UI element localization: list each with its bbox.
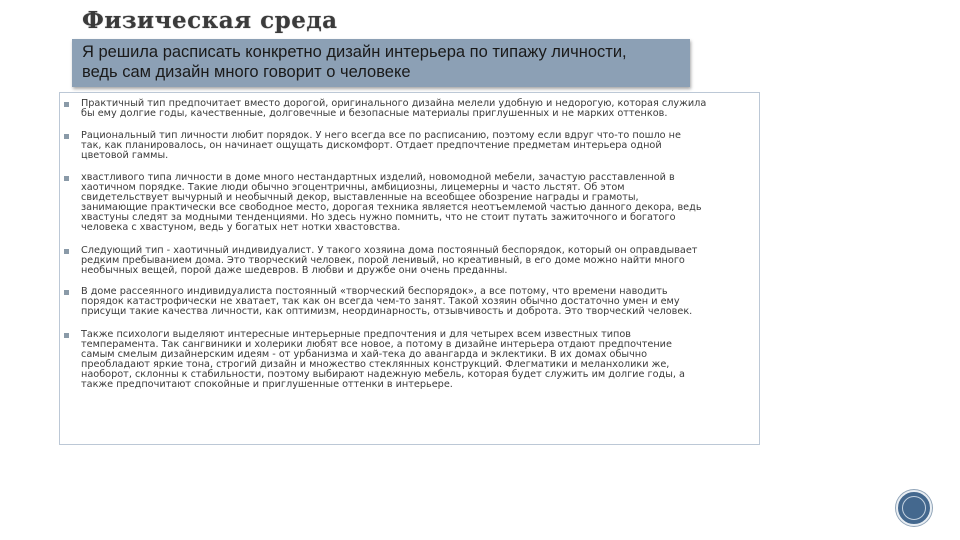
paragraph-line: так, как планировалось, он начинает ощущать дискомфорт. Отдает предпочтение предметам интерьера одной (81, 140, 662, 151)
square-bullet-icon (64, 176, 69, 181)
square-bullet-icon (64, 102, 69, 107)
paragraph-line: также предпочитают спокойные и приглушенные оттенки в интерьере. (81, 379, 453, 390)
paragraph-line: бы ему долгие годы, качественные, долговечные и безопасные материалы приглушенных и не марких оттенков. (81, 108, 668, 119)
paragraph-line: Рациональный тип личности любит порядок. У него всегда все по расписанию, поэтому если вдруг что-то пошло не (81, 130, 681, 141)
paragraph-line: Следующий тип - хаотичный индивидуалист. У такого хозяина дома постоянный беспорядок, который он оправдывает (81, 245, 698, 256)
paragraph-line: хаотичном порядке. Такие люди обычно эгоцентричны, амбициозны, лицемерны и часто льстят. Об этом (81, 182, 625, 193)
paragraph-line: Также психологи выделяют интересные интерьерные предпочтения и для четырех всем известных типов (81, 329, 632, 340)
paragraph-line: хвастливого типа личности в доме много нестандартных изделий, новомодной мебели, зачастую расставленной в (81, 172, 675, 183)
paragraph-line: порядок катастрофически не хватает, так как он всегда чем-то занят. Такой хозяин обычно достаточно умен и ему (81, 296, 680, 307)
callout-box (72, 39, 690, 87)
paragraph-line: хвастуны следят за модными тенденциями. Но здесь нужно помнить, что не стоит путать зажиточного и богатого (81, 212, 676, 223)
square-bullet-icon (64, 333, 69, 338)
paragraph-line: человека с хвастуном, ведь у богатых нет нотки хвастовства. (81, 222, 401, 233)
square-bullet-icon (64, 290, 69, 295)
paragraph-line: самым смелым дизайнерским идеям - от урбанизма и хай-тека до авангарда и эклектики. В их домах обычно (81, 349, 648, 360)
paragraph-line: Практичный тип предпочитает вместо дорогой, оригинального дизайна мелели удобную и недорогую, которая служила (81, 98, 707, 109)
paragraph-line: присущи такие качества личности, как оптимизм, неординарность, отзывчивость и доброта. Это творческий человек. (81, 306, 693, 317)
square-bullet-icon (64, 134, 69, 139)
callout-line-2: ведь сам дизайн много говорит о человеке (82, 63, 411, 81)
paragraph-line: темперамента. Так сангвиники и холерики любят все новое, а потому в дизайне интерьера отдают предпочтение (81, 339, 672, 350)
callout-line-1: Я решила расписать конкретно дизайн интерьера по типажу личности, (82, 43, 627, 61)
paragraph-line: редким пребыванием дома. Это творческий человек, порой ленивый, но креативный, в его доме можно найти много (81, 255, 685, 266)
circular-logo-icon (896, 490, 932, 526)
paragraph-line: необычных вещей, порой даже шедевров. В любви и дружбе они очень преданны. (81, 265, 508, 276)
circular-logo-inner-ring (902, 496, 926, 520)
paragraph-line: преобладают яркие тона, строгий дизайн и множество стеклянных конструкций. Флегматики и меланхолики же, (81, 359, 670, 370)
paragraph-line: наоборот, склонны к стабильности, поэтому выбирают надежную мебель, которая будет служить им долгие годы, а (81, 369, 685, 380)
paragraph-line: цветовой гаммы. (81, 150, 169, 161)
paragraph-line: занимающие практически все свободное место, дорогая техника является неотъемлемой частью данного декора, ведь (81, 202, 702, 213)
page-title: Физическая среда (82, 7, 338, 34)
paragraph-line: свидетельствует вычурный и необычный декор, выставленные на всеобщее обозрение награды и грамоты, (81, 192, 639, 203)
square-bullet-icon (64, 249, 69, 254)
paragraph-line: В доме рассеянного индивидуалиста постоянный «творческий беспорядок», а все потому, что времени наводить (81, 286, 668, 297)
